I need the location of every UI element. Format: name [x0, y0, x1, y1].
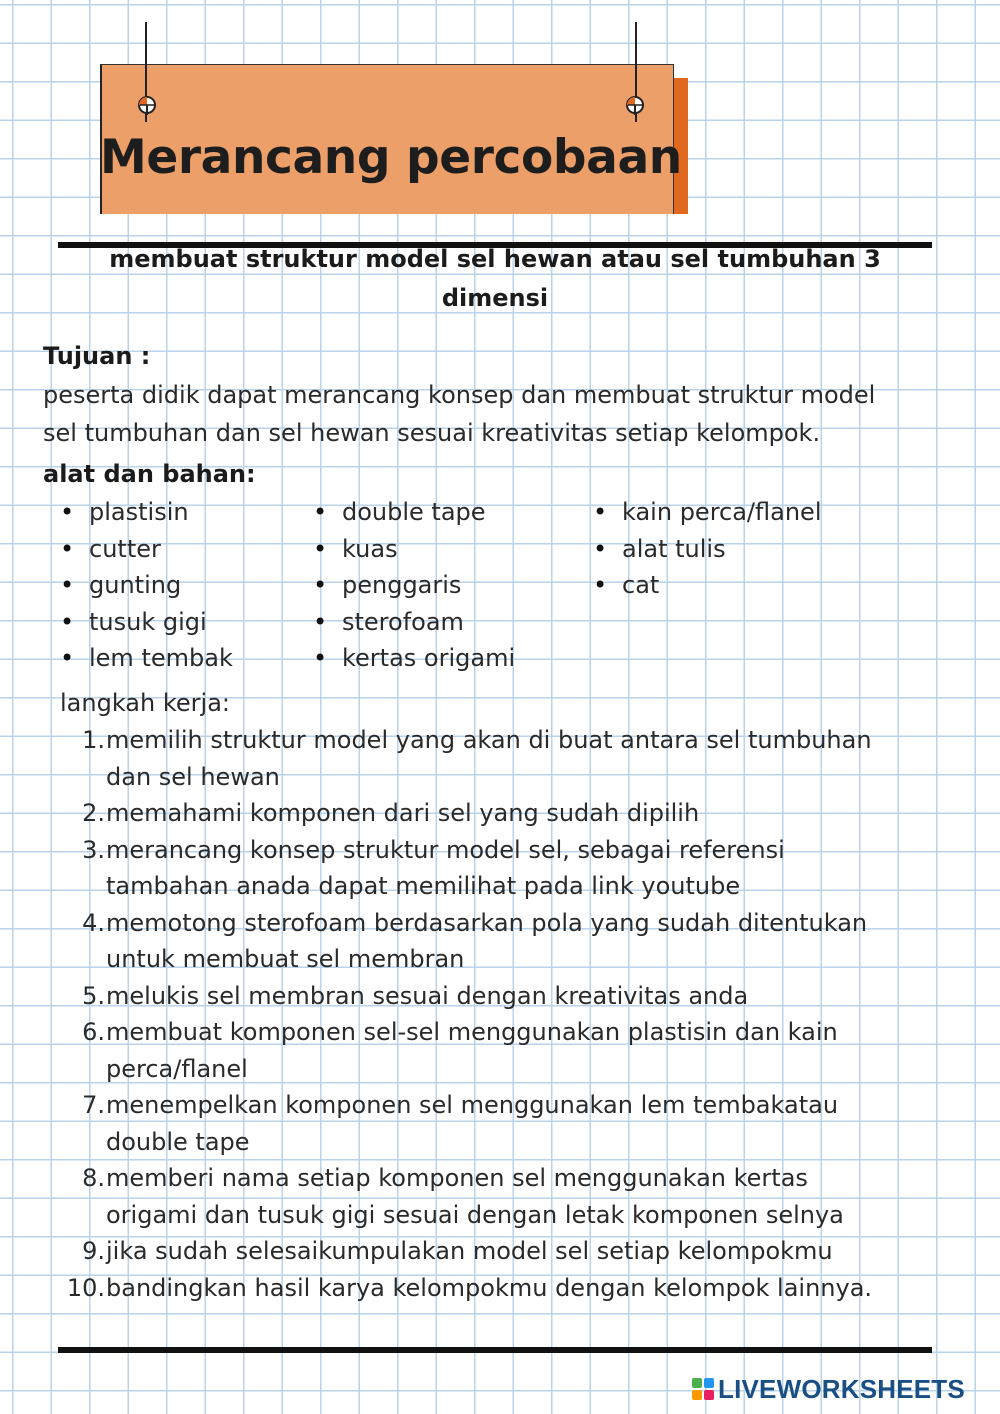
step-line: origami dan tusuk gigi sesuai dengan letak komponen selnya — [106, 1200, 844, 1229]
tools-list — [60, 494, 940, 677]
step-number: 7. — [82, 1091, 105, 1119]
step-line: tambahan anada dapat memilihat pada link youtube — [106, 872, 741, 900]
tujuan-text — [43, 376, 875, 452]
list-item: • gunting — [60, 567, 313, 604]
step-item — [58, 1160, 948, 1233]
step-text — [105, 832, 785, 905]
step-line: double tape — [106, 1127, 250, 1156]
step-item — [58, 832, 948, 905]
list-item: • kertas origami — [313, 640, 593, 677]
step-line: jika sudah selesaikumpulakan model sel setiap kelompokmu — [106, 1237, 833, 1265]
step-text — [105, 1160, 844, 1233]
pin-left-icon — [137, 95, 157, 115]
list-item: • plastisin — [60, 494, 313, 531]
step-line: memilih struktur model yang akan di buat antara sel tumbuhan — [106, 726, 872, 754]
tujuan-line-1: peserta didik dapat merancang konsep dan membuat struktur model — [43, 381, 876, 409]
step-item — [58, 722, 948, 795]
subtitle-line-1: membuat struktur model sel hewan atau sel tumbuhan 3 — [109, 245, 881, 273]
step-line: memberi nama setiap komponen sel menggunakan kertas — [106, 1164, 808, 1192]
step-line: bandingkan hasil karya kelompokmu dengan kelompok lainnya. — [106, 1273, 873, 1302]
langkah-heading: langkah kerja: — [60, 689, 230, 717]
step-line: menempelkan komponen sel menggunakan lem tembakatau — [106, 1091, 839, 1119]
tujuan-heading: Tujuan : — [43, 342, 151, 370]
step-line: membuat komponen sel-sel menggunakan plastisin dan kain — [106, 1018, 838, 1046]
step-item — [58, 1233, 948, 1270]
step-item — [58, 1087, 948, 1160]
liveworksheets-logo-icon — [692, 1378, 714, 1400]
step-text — [105, 1087, 838, 1160]
step-line: perca/flanel — [106, 1054, 248, 1083]
step-line: merancang konsep struktur model sel, sebagai referensi — [106, 835, 785, 864]
step-number: 6. — [82, 1018, 105, 1046]
bottom-divider — [58, 1347, 932, 1353]
step-number: 1. — [82, 726, 105, 754]
step-item — [58, 1014, 948, 1087]
pin-right-icon — [625, 95, 645, 115]
list-item: • kuas — [313, 531, 593, 568]
subtitle — [60, 240, 930, 318]
step-text — [105, 795, 699, 832]
logo-text: LIVEWORKSHEETS — [718, 1373, 965, 1404]
step-text — [105, 1014, 838, 1087]
subtitle-line-2: dimensi — [441, 284, 549, 312]
list-item: • cat — [593, 567, 923, 604]
step-item — [58, 978, 948, 1015]
step-number: 4. — [82, 908, 105, 937]
tools-column-1 — [60, 494, 313, 677]
list-item: • cutter — [60, 531, 313, 568]
step-number: 8. — [82, 1164, 105, 1192]
alat-bahan-heading: alat dan bahan: — [43, 460, 256, 488]
page-title: Merancang percobaan — [100, 130, 682, 185]
step-line: memahami komponen dari sel yang sudah dipilih — [106, 799, 700, 827]
step-text — [105, 905, 867, 978]
step-item — [58, 905, 948, 978]
list-item: • lem tembak — [60, 640, 313, 677]
step-text — [105, 1270, 872, 1307]
step-number: 3. — [82, 835, 105, 864]
list-item: • double tape — [313, 494, 593, 531]
tools-column-3 — [593, 494, 923, 677]
list-item: • sterofoam — [313, 604, 593, 641]
steps-list — [58, 722, 948, 1306]
list-item: • tusuk gigi — [60, 604, 313, 641]
step-text — [105, 1233, 833, 1270]
list-item: • kain perca/flanel — [593, 494, 923, 531]
liveworksheets-logo[interactable] — [692, 1372, 965, 1406]
step-item — [58, 795, 948, 832]
step-number: 2. — [82, 799, 105, 827]
tools-column-2 — [313, 494, 593, 677]
step-line: memotong sterofoam berdasarkan pola yang sudah ditentukan — [106, 908, 868, 937]
step-text — [105, 722, 872, 795]
list-item: • alat tulis — [593, 531, 923, 568]
step-number: 9. — [82, 1237, 105, 1265]
step-line: untuk membuat sel membran — [106, 945, 465, 973]
list-item: • penggaris — [313, 567, 593, 604]
step-item — [58, 1270, 948, 1307]
step-number: 5. — [82, 981, 105, 1010]
tujuan-line-2: sel tumbuhan dan sel hewan sesuai kreativitas setiap kelompok. — [43, 419, 821, 447]
step-number: 10. — [66, 1273, 105, 1302]
step-text — [105, 978, 748, 1015]
step-line: melukis sel membran sesuai dengan kreativitas anda — [106, 981, 749, 1010]
step-line: dan sel hewan — [106, 762, 280, 791]
